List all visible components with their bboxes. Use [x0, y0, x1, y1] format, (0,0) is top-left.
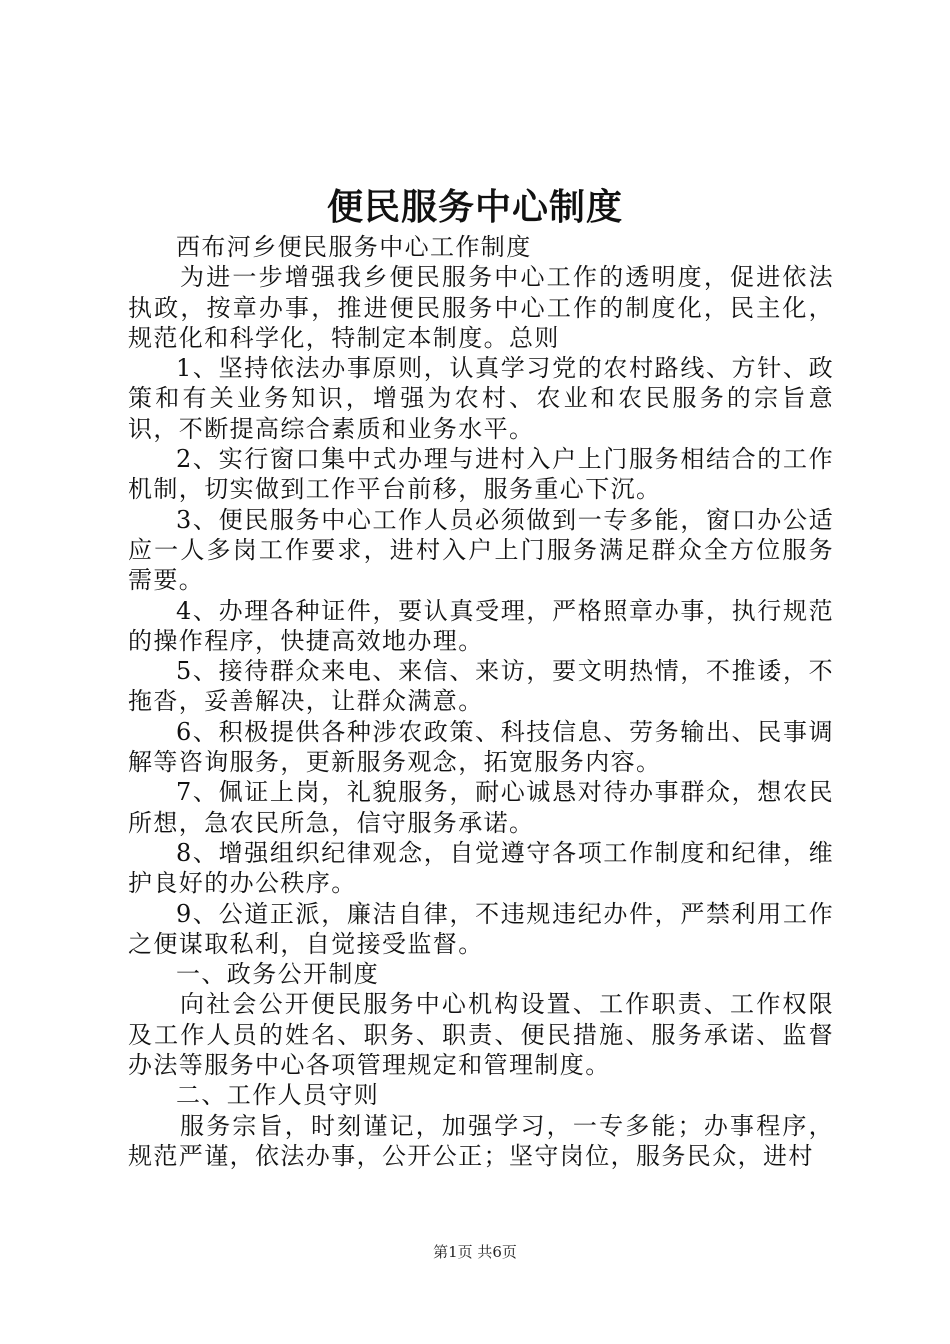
- paragraph: 2、实行窗口集中式办理与进村入户上门服务相结合的工作机制，切实做到工作平台前移，服务重心下沉。: [128, 445, 834, 504]
- section-heading: 一、政务公开制度: [176, 960, 380, 989]
- paragraph: 向社会公开便民服务中心机构设置、工作职责、工作权限及工作人员的姓名、职务、职责、便民措施、服务承诺、监督办法等服务中心各项管理规定和管理制度。: [128, 990, 834, 1080]
- paragraph: 1、坚持依法办事原则，认真学习党的农村路线、方针、政策和有关业务知识，增强为农村、农业和农民服务的宗旨意识，不断提高综合素质和业务水平。: [128, 354, 834, 443]
- paragraph: 6、积极提供各种涉农政策、科技信息、劳务输出、民事调解等咨询服务，更新服务观念，拓宽服务内容。: [128, 717, 834, 777]
- section-heading: 二、工作人员守则: [176, 1081, 380, 1110]
- document-title: 便民服务中心制度: [326, 186, 623, 228]
- page-footer: 第1页 共6页: [433, 1243, 517, 1261]
- paragraph: 为进一步增强我乡便民服务中心工作的透明度，促进依法执政，按章办事，推进便民服务中心工作的制度化，民主化，规范化和科学化，特制定本制度。总则: [128, 263, 834, 352]
- paragraph: 3、便民服务中心工作人员必须做到一专多能，窗口办公适应一人多岗工作要求，进村入户上门服务满足群众全方位服务需要。: [128, 505, 834, 595]
- paragraph: 8、增强组织纪律观念，自觉遵守各项工作制度和纪律，维护良好的办公秩序。: [128, 838, 834, 898]
- document-body: [128, 232, 834, 1171]
- paragraph: 9、公道正派，廉洁自律，不违规违纪办件，严禁利用工作之便谋取私利，自觉接受监督。: [128, 899, 834, 958]
- paragraph: 服务宗旨，时刻谨记，加强学习，一专多能；办事程序，规范严谨，依法办事，公开公正；坚守岗位，服务民众，进村: [128, 1111, 834, 1170]
- paragraph: 5、接待群众来电、来信、来访，要文明热情，不推诿，不拖沓，妥善解决，让群众满意。: [128, 657, 834, 716]
- paragraph: 西布河乡便民服务中心工作制度: [176, 233, 532, 261]
- paragraph: 7、佩证上岗，礼貌服务，耐心诚恳对待办事群众，想农民所想，急农民所急，信守服务承诺。: [128, 778, 834, 837]
- paragraph: 4、办理各种证件，要认真受理，严格照章办事，执行规范的操作程序，快捷高效地办理。: [128, 596, 834, 655]
